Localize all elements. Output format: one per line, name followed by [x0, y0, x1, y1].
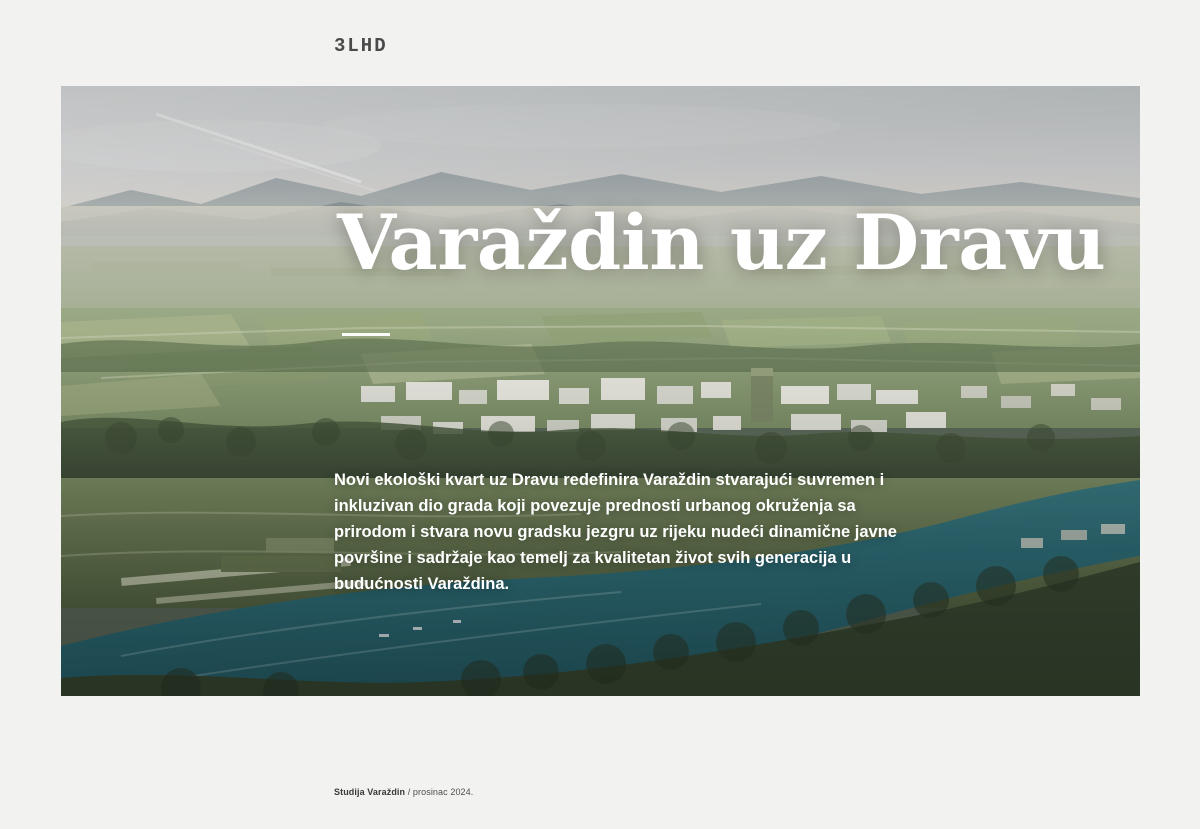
footer-project-name: Studija Varaždin [334, 787, 406, 797]
hero-image-block [61, 86, 1140, 696]
hero-title: Varaždin uz Dravu [337, 198, 1106, 287]
hero-divider [342, 333, 390, 336]
footer-date: / prosinac 2024. [405, 787, 474, 797]
page-header [0, 34, 1200, 64]
brand-logo[interactable]: 3LHD [334, 35, 388, 57]
hero-paragraph: Novi ekološki kvart uz Dravu redefinira Varaždin stvarajući suvremen i inkluzivan dio grada koji povezuje prednosti urbanog okruženja sa prirodom i stvara novu gradsku jezgru uz rijeku nudeći dinamične javne površine i sadržaje kao temelj za kvalitetan život svih generacija u budućnosti Varaždina. [334, 471, 897, 593]
page-footer [334, 786, 473, 798]
aerial-city-river-image [61, 86, 1140, 696]
